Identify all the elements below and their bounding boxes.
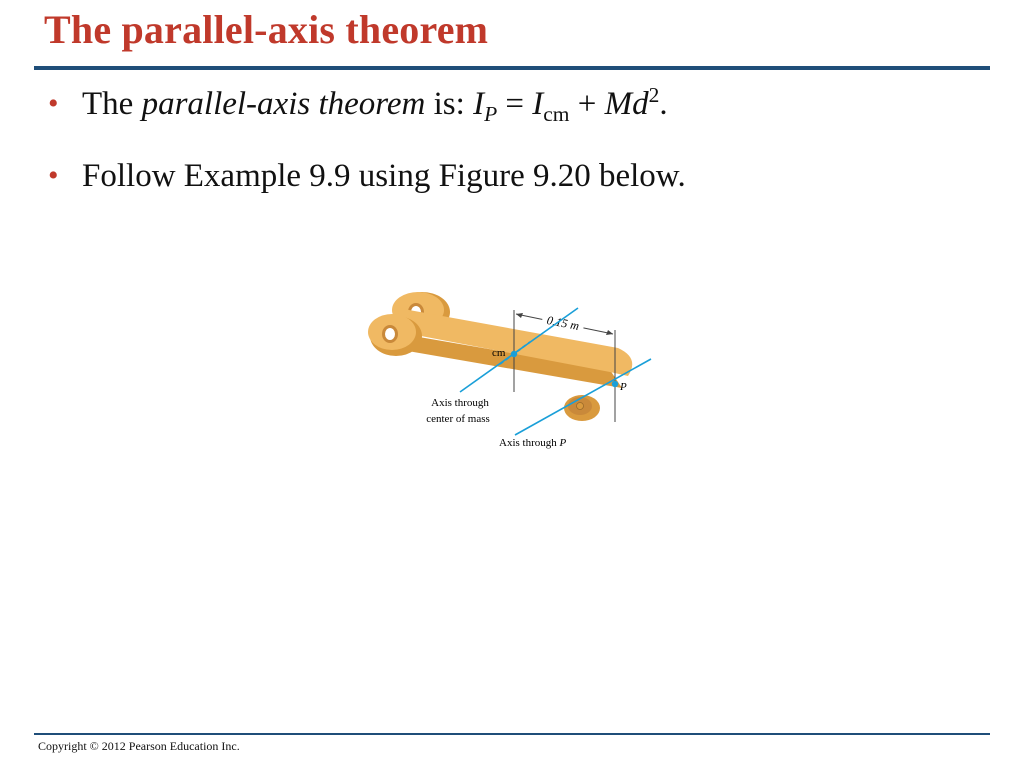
connecting-rod-diagram bbox=[360, 280, 660, 460]
bullet-item-theorem: • The parallel-axis theorem is: $I_P = I_{cm} + Md^2$. bbox=[48, 83, 668, 126]
footer-divider bbox=[34, 733, 990, 735]
copyright-text: Copyright © 2012 Pearson Education Inc. bbox=[38, 739, 240, 753]
bullet-icon: • bbox=[48, 87, 59, 120]
axis-p-label: Axis through P bbox=[499, 437, 567, 449]
dimension-label: 0.15 m bbox=[545, 313, 581, 333]
cm-point bbox=[511, 351, 517, 357]
bullet-item-example bbox=[48, 156, 978, 196]
axis-cm-label-line2: center of mass bbox=[426, 413, 490, 425]
equation-Md: Md bbox=[604, 86, 649, 122]
p-label: P bbox=[620, 381, 627, 393]
equation-exponent: 2 bbox=[648, 83, 660, 108]
slide-title: The parallel-axis theorem bbox=[44, 7, 489, 52]
title-divider bbox=[34, 66, 990, 70]
example-text: Follow Example 9.9 using Figure 9.20 below. bbox=[82, 158, 686, 194]
bottom-boss bbox=[564, 395, 600, 421]
theorem-term: parallel-axis theorem bbox=[141, 86, 426, 122]
bullet-list bbox=[48, 84, 978, 196]
equation-subscript-P: P bbox=[484, 101, 498, 126]
figure-9-20 bbox=[360, 280, 660, 460]
equation-subscript-cm: cm bbox=[543, 101, 570, 126]
bullet-icon: • bbox=[48, 159, 59, 192]
axis-cm-label-line1: Axis through bbox=[431, 397, 489, 409]
p-point bbox=[612, 381, 618, 387]
equation-I: I bbox=[473, 86, 485, 122]
cm-label: cm bbox=[492, 347, 506, 359]
